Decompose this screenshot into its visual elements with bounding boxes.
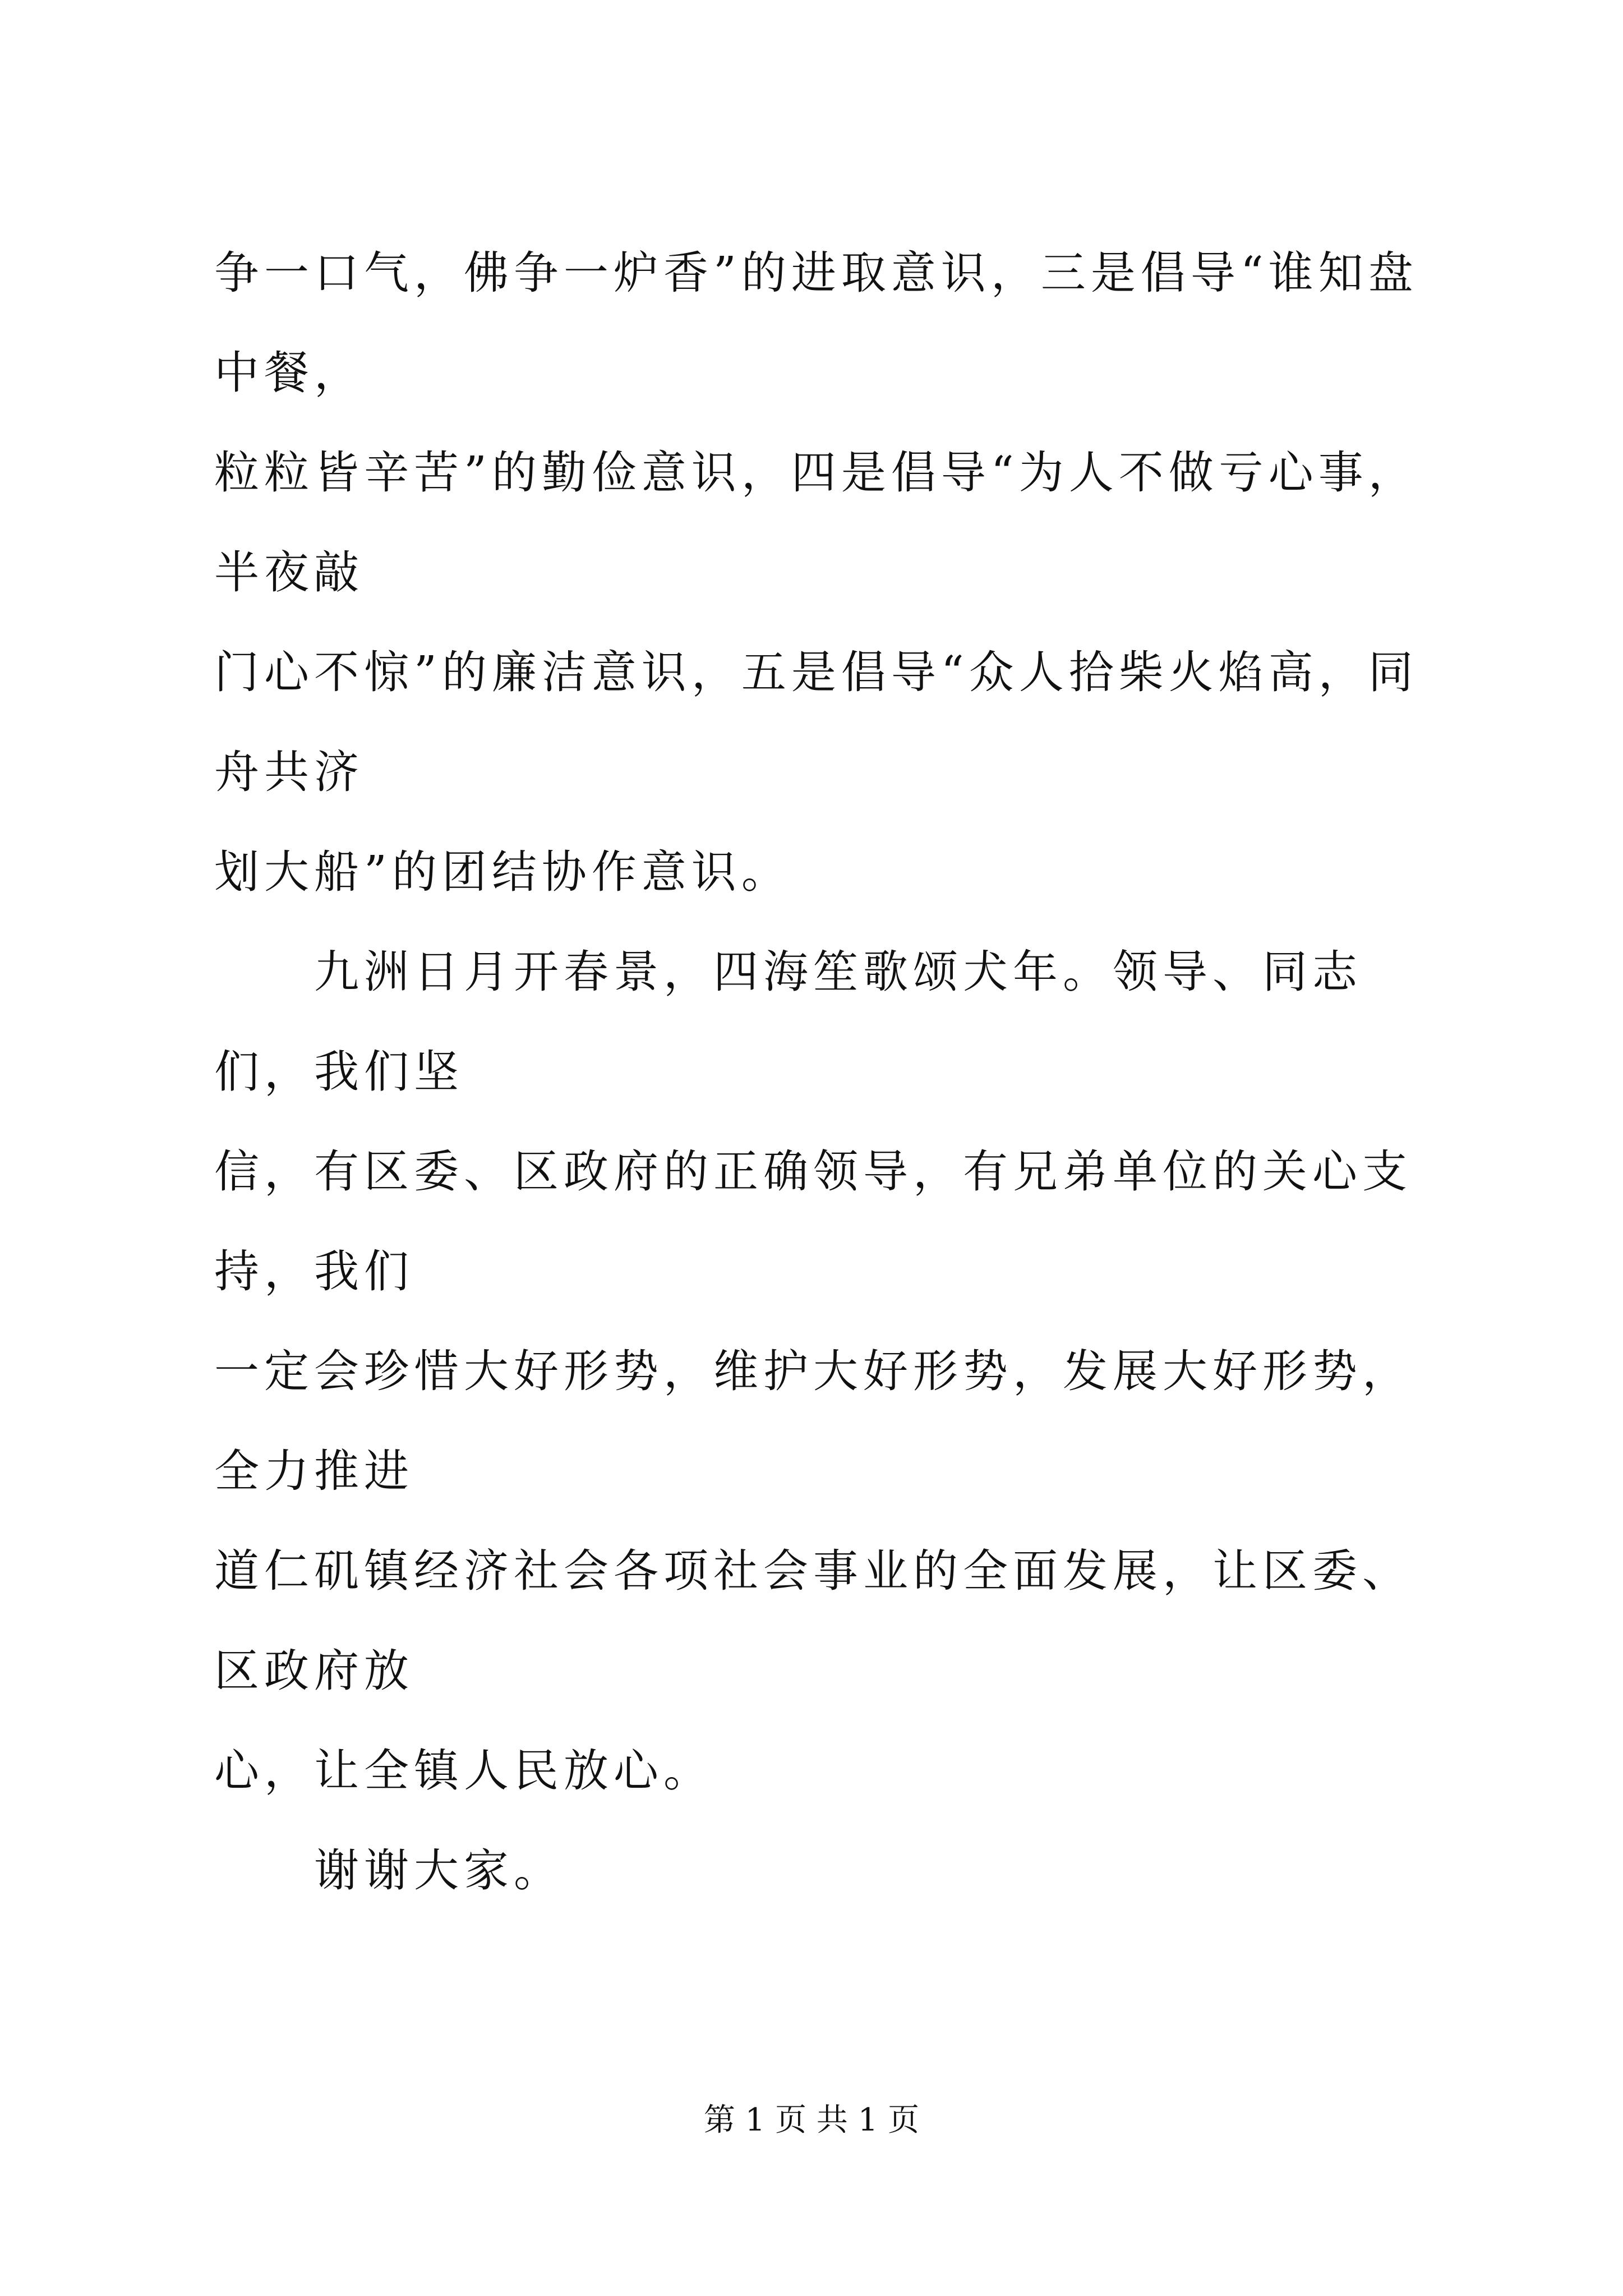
text-line: 谢谢大家。 — [314, 1844, 564, 1897]
text-line: 粒粒皆辛苦”的勤俭意识，四是倡导“为人不做亏心事，半夜敲 — [214, 447, 1418, 599]
paragraph-thanks — [214, 1821, 1420, 1921]
text-line: 九洲日月开春景，四海笙歌颂犬年。领导、同志们，我们坚 — [214, 946, 1362, 1098]
document-body — [214, 223, 1420, 1921]
page-number-label: 第 1 页 共 1 页 — [703, 2102, 920, 2138]
text-line: 划大船”的团结协作意识。 — [214, 846, 791, 898]
paragraph-closing-remarks — [214, 922, 1420, 1821]
text-line: 信，有区委、区政府的正确领导，有兄弟单位的关心支持，我们 — [214, 1145, 1412, 1297]
text-line: 心，让全镇人民放心。 — [214, 1745, 713, 1797]
page-footer — [0, 2098, 1623, 2143]
text-line: 一定会珍惜大好形势，维护大好形势，发展大好形势，全力推进 — [214, 1345, 1412, 1497]
text-line: 争一口气，佛争一炉香”的进取意识，三是倡导“谁知盘中餐， — [214, 247, 1418, 399]
text-line: 门心不惊”的廉洁意识，五是倡导“众人拾柴火焰高，同舟共济 — [214, 646, 1418, 798]
text-line: 道仁矶镇经济社会各项社会事业的全面发展，让区委、区政府放 — [214, 1545, 1412, 1697]
paragraph-continuation — [214, 223, 1420, 922]
